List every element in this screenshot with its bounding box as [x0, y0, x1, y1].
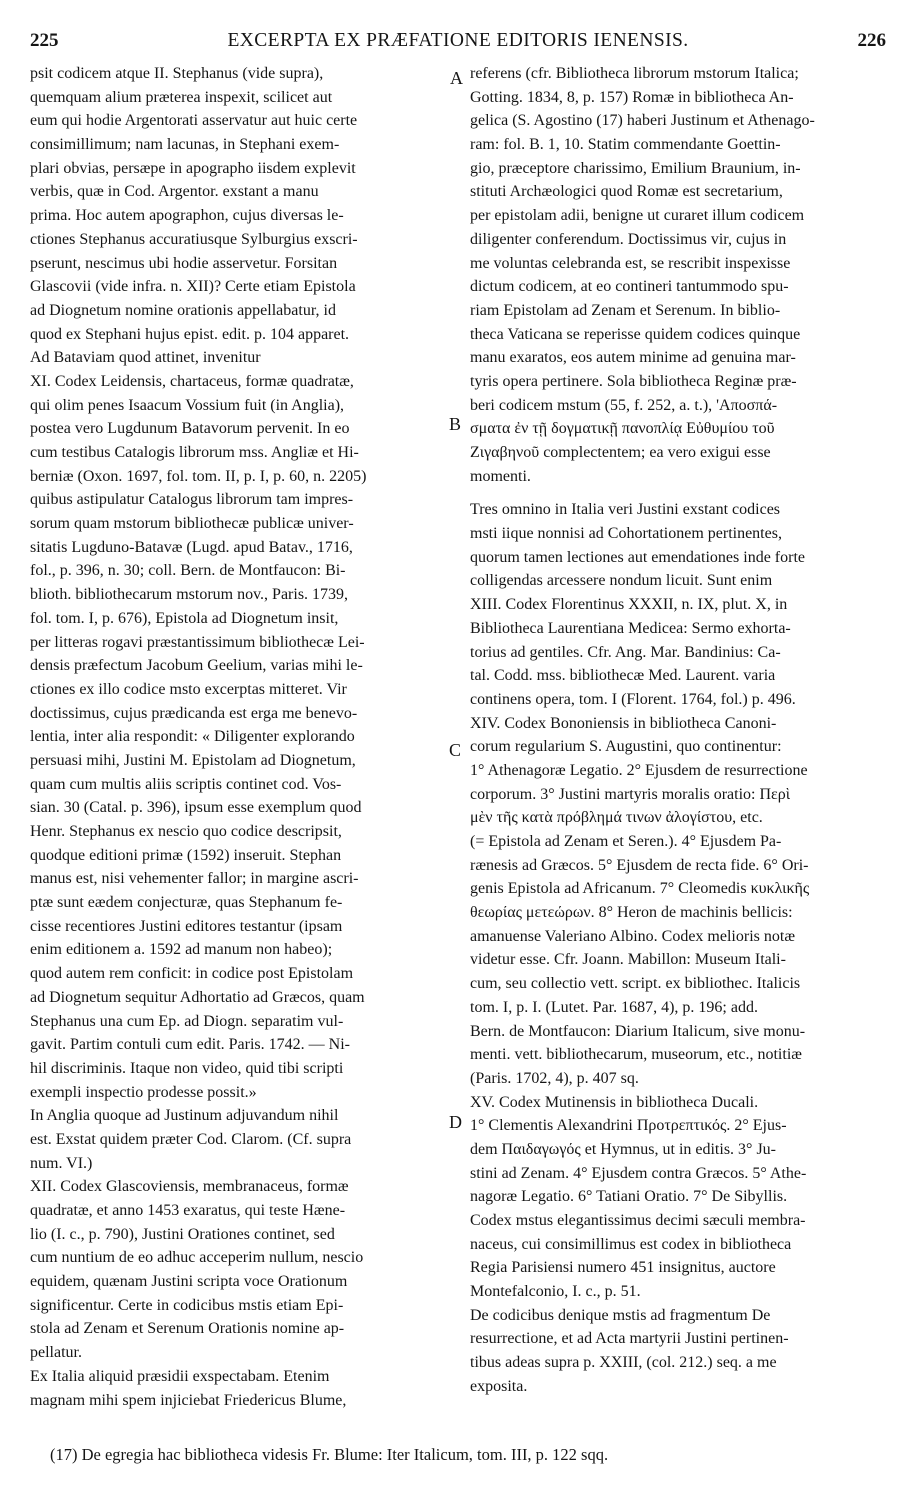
- text-line: tibus adeas supra p. XXIII, (col. 212.) seq. a me: [470, 1354, 777, 1372]
- text-line: riam Epistolam ad Zenam et Serenum. In biblio-: [470, 301, 781, 319]
- text-line: tom. I, p. I. (Lutet. Par. 1687, 4), p. 196; add.: [470, 998, 758, 1016]
- text-line: XV. Codex Mutinensis in bibliotheca Ducali.: [470, 1093, 759, 1111]
- text-line: amanuense Valeriano Albino. Codex melioris notæ: [470, 927, 795, 945]
- text-line: ram: fol. B. 1, 10. Statim commendante Goettin-: [470, 136, 781, 154]
- text-line: rænesis ad Græcos. 5° Ejusdem de recta fide. 6° Ori-: [470, 856, 809, 874]
- text-line: manu exaratos, eos autem minime ad genuina mar-: [470, 349, 796, 367]
- text-line: cum, seu collectio vett. script. ex bibliothec. Italicis: [470, 975, 801, 993]
- text-line: berniæ (Oxon. 1697, fol. tom. II, p. I, p. 60, n. 2205): [30, 467, 367, 485]
- text-line: hil discriminis. Itaque non video, quid tibi scripti: [30, 1059, 344, 1077]
- text-line: msti iique nonnisi ad Cohortationem pertinentes,: [470, 525, 782, 543]
- text-line: videtur esse. Cfr. Joann. Mabillon: Museum Itali-: [470, 951, 786, 969]
- text-line: enim editionem a. 1592 ad manum non habeo);: [30, 941, 333, 959]
- text-line: verbis, quæ in Cod. Argentor. exstant a manu: [30, 183, 319, 201]
- text-line: theca Vaticana se reperisse quidem codices quinque: [470, 325, 801, 343]
- text-line: prima. Hoc autem apographon, cujus diversas le-: [30, 207, 344, 225]
- text-line: dem Παιδαγωγός et Hymnus, ut in editis. 3° Ju-: [470, 1140, 776, 1158]
- text-line: σματα ἐν τῇ δογματικῇ πανοπλίᾳ Εὐθυμίου τοῦ: [470, 420, 775, 438]
- text-line: 1° Athenagoræ Legatio. 2° Ejusdem de resurrectione: [470, 761, 808, 779]
- text-line: dictum codicem, at eo contineri tantummodo spu-: [470, 278, 789, 296]
- text-line: colligendas arcessere nondum licuit. Sunt enim: [470, 572, 773, 590]
- text-line: psit codicem atque II. Stephanus (vide supra),: [30, 65, 324, 82]
- text-line: (Paris. 1702, 4), p. 407 sq.: [470, 1069, 639, 1087]
- text-line: exposita.: [470, 1377, 528, 1395]
- text-line: blioth. bibliothecarum mstorum nov., Paris. 1739,: [30, 586, 349, 604]
- text-line: 1° Clementis Alexandrini Προτρεπτικός. 2° Ejus-: [470, 1117, 787, 1135]
- text-line: pserunt, nescimus ubi hodie asservetur. Forsitan: [30, 254, 338, 272]
- text-line: stini ad Zenam. 4° Ejusdem contra Græcos. 5° Athe-: [470, 1164, 807, 1182]
- text-line: XIV. Codex Bononiensis in bibliotheca Canoni-: [470, 714, 777, 732]
- text-line: Ad Bataviam quod attinet, invenitur: [30, 349, 261, 367]
- text-line: persuasi mihi, Justini M. Epistolam ad Diognetum,: [30, 751, 356, 769]
- text-line: μὲν τῆς κατὰ πρόβλημά τινων ἀλογίστου, etc.: [470, 809, 763, 827]
- text-line: cum testibus Catalogis librorum mss. Angliæ et Hi-: [30, 444, 359, 461]
- text-line: continens opera, tom. I (Florent. 1764, fol.) p. 496.: [470, 690, 796, 708]
- text-line: [470, 488, 885, 498]
- left-column: [30, 62, 445, 1412]
- page-number-right: 226: [857, 30, 886, 51]
- text-line: In Anglia quoque ad Justinum adjuvandum nihil: [30, 1107, 339, 1125]
- margin-letter-c: C: [449, 740, 462, 760]
- text-line: XI. Codex Leidensis, chartaceus, formæ quadratæ,: [30, 372, 354, 390]
- text-line: qui olim penes Isaacum Vossium fuit (in Anglia),: [30, 396, 345, 414]
- text-line: magnam mihi spem injiciebat Friedericus Blume,: [30, 1391, 347, 1409]
- text-line: gelica (S. Agostino (17) haberi Justinum et Athenago-: [470, 112, 815, 130]
- text-line: cisse recentiores Justini editores testantur (ipsam: [30, 917, 343, 935]
- text-line: quod ex Stephani hujus epist. edit. p. 104 apparet.: [30, 325, 350, 343]
- text-line: Ex Italia aliquid præsidii exspectabam. Etenim: [30, 1367, 330, 1385]
- text-line: nagoræ Legatio. 6° Tatiani Oratio. 7° De Sibyllis.: [470, 1188, 788, 1206]
- text-line: referens (cfr. Bibliotheca librorum mstorum Italica;: [470, 65, 799, 82]
- text-line: significentur. Certe in codicibus mstis etiam Epi-: [30, 1296, 344, 1314]
- text-line: resurrectione, et ad Acta martyrii Justini pertinen-: [470, 1330, 789, 1348]
- text-line: Codex mstus elegantissimus decimi sæculi membra-: [470, 1212, 806, 1229]
- text-line: torius ad gentiles. Cfr. Ang. Mar. Bandinius: Ca-: [470, 643, 781, 661]
- text-line: stola ad Zenam et Serenum Orationis nomine ap-: [30, 1320, 345, 1338]
- text-line: Henr. Stephanus ex nescio quo codice descripsit,: [30, 823, 342, 840]
- text-line: Glascovii (vide infra. n. XII)? Certe etiam Epistola: [30, 278, 356, 296]
- text-line: eum qui hodie Argentorati asservatur aut huic certe: [30, 112, 358, 130]
- text-line: corporum. 3° Justini martyris moralis oratio: Περὶ: [470, 785, 791, 803]
- page-header: [30, 30, 886, 62]
- text-line: plari obvias, persæpe in apographo iisdem explevit: [30, 159, 356, 177]
- text-line: per litteras rogavi præstantissimum bibliothecæ Lei-: [30, 633, 365, 651]
- text-line: Regia Parisiensi numero 451 insignitus, auctore: [470, 1259, 776, 1277]
- text-line: quorum tamen lectiones aut emendationes inde forte: [470, 548, 805, 566]
- text-line: Bern. de Montfaucon: Diarium Italicum, sive monu-: [470, 1022, 806, 1040]
- text-line: ptæ sunt eædem conjecturæ, quas Stephanum fe-: [30, 894, 343, 912]
- text-line: XIII. Codex Florentinus XXXII, n. IX, plut. X, in: [470, 596, 788, 614]
- text-line: exempli inspectio prodesse possit.»: [30, 1083, 257, 1101]
- text-line: ad Diognetum sequitur Adhortatio ad Græcos, quam: [30, 988, 365, 1006]
- text-line: gavit. Partim contuli cum edit. Paris. 1742. — Ni-: [30, 1036, 350, 1054]
- text-line: sitatis Lugduno-Batavæ (Lugd. apud Batav., 1716,: [30, 538, 353, 556]
- text-line: genis Epistola ad Africanum. 7° Cleomedis κυκλικῆς: [470, 880, 810, 898]
- text-line: lentia, inter alia respondit: « Diligenter explorando: [30, 728, 355, 746]
- text-line: stituti Archæologici quod Romæ est secretarium,: [470, 183, 783, 201]
- text-line: quod autem rem conficit: in codice post Epistolam: [30, 965, 354, 983]
- text-line: sorum quam mstorum bibliothecæ publicæ univer-: [30, 515, 354, 533]
- text-line: est. Exstat quidem præter Cod. Clarom. (Cf. supra: [30, 1130, 352, 1148]
- text-line: Stephanus una cum Ep. ad Diogn. separatim vul-: [30, 1012, 344, 1030]
- text-line: lio (I. c., p. 790), Justini Orationes continet, sed: [30, 1225, 335, 1243]
- text-line: quam cum multis aliis scriptis continet cod. Vos-: [30, 775, 342, 793]
- text-line: naceus, cui consimillimus est codex in bibliotheca: [470, 1235, 792, 1253]
- text-line: per epistolam adii, benigne ut curaret illum codicem: [470, 207, 805, 225]
- text-line: quadratæ, et anno 1453 exaratus, qui teste Hæne-: [30, 1202, 346, 1219]
- text-line: fol. tom. I, p. 676), Epistola ad Diognetum insit,: [30, 609, 339, 627]
- margin-letter-b: B: [449, 414, 462, 434]
- text-line: diligenter conferendum. Doctissimus vir, cujus in: [470, 230, 787, 248]
- text-line: ctiones ex illo codice msto excerptas mitteret. Vir: [30, 680, 347, 698]
- text-line: gio, præceptore charissimo, Emilium Braunium, in-: [470, 159, 801, 177]
- text-line: sian. 30 (Catal. p. 396), ipsum esse exemplum quod: [30, 799, 362, 817]
- text-line: Tres omnino in Italia veri Justini exstant codices: [470, 501, 781, 519]
- text-line: postea vero Lugdunum Batavorum pervenit. In eo: [30, 420, 350, 438]
- text-line: (= Epistola ad Zenam et Seren.). 4° Ejusdem Pa-: [470, 833, 782, 850]
- text-line: num. VI.): [30, 1154, 93, 1172]
- text-line: tyris opera pertinere. Sola bibliotheca Reginæ præ-: [470, 372, 797, 390]
- text-line: θεωρίας μετεώρων. 8° Heron de machinis bellicis:: [470, 904, 793, 922]
- text-line: De codicibus denique mstis ad fragmentum De: [470, 1306, 771, 1324]
- text-line: pellatur.: [30, 1344, 82, 1362]
- right-column: [470, 62, 885, 1399]
- margin-letter-a: A: [450, 68, 463, 88]
- text-line: cum nuntium de eo adhuc acceperim nullum, nescio: [30, 1249, 364, 1267]
- text-line: quodque editioni primæ (1592) inseruit. Stephan: [30, 846, 342, 864]
- text-line: densis præfectum Jacobum Geelium, varias mihi le-: [30, 657, 363, 675]
- text-line: equidem, quænam Justini scripta voce Orationum: [30, 1273, 348, 1291]
- running-title: EXCERPTA EX PRÆFATIONE EDITORIS IENENSIS.: [227, 30, 689, 51]
- text-line: XII. Codex Glascoviensis, membranaceus, formæ: [30, 1178, 349, 1196]
- margin-letter-d: D: [449, 1112, 462, 1132]
- text-line: ad Diognetum nomine orationis appellabatur, id: [30, 301, 336, 319]
- text-line: me voluntas celebranda est, se rescribit inspexisse: [470, 254, 791, 272]
- text-line: quibus astipulatur Catalogus librorum tam impres-: [30, 491, 354, 509]
- text-line: quemquam alium præterea inspexit, scilicet aut: [30, 88, 333, 106]
- text-line: fol., p. 396, n. 30; coll. Bern. de Montfaucon: Bi-: [30, 562, 346, 580]
- text-line: doctissimus, cujus prædicanda est erga me benevo-: [30, 704, 358, 722]
- text-line: Bibliotheca Laurentiana Medicea: Sermo exhorta-: [470, 619, 791, 637]
- text-line: menti. vett. bibliothecarum, museorum, etc., notitiæ: [470, 1046, 802, 1064]
- text-line: Ζιγαβηνοῦ complectentem; ea vero exigui esse: [470, 444, 771, 461]
- footnote: (17) De egregia hac bibliotheca videsis Fr. Blume: Iter Italicum, tom. III, p. 122 sqq.: [50, 1445, 609, 1464]
- text-line: Gotting. 1834, 8, p. 157) Romæ in bibliotheca An-: [470, 88, 794, 106]
- text-line: momenti.: [470, 467, 531, 485]
- text-line: manus est, nisi vehementer fallor; in margine ascri-: [30, 870, 359, 888]
- text-line: ctiones Stephanus accuratiusque Sylburgius exscri-: [30, 230, 358, 248]
- page-number-left: 225: [30, 30, 59, 51]
- text-line: corum regularium S. Augustini, quo continentur:: [470, 738, 782, 756]
- text-line: Montefalconio, I. c., p. 51.: [470, 1283, 641, 1301]
- text-line: tal. Codd. mss. bibliothecæ Med. Laurent. varia: [470, 667, 776, 685]
- text-line: beri codicem mstum (55, f. 252, a. t.), 'Αποσπά-: [470, 396, 778, 414]
- text-line: consimillimum; nam lacunas, in Stephani exem-: [30, 136, 340, 154]
